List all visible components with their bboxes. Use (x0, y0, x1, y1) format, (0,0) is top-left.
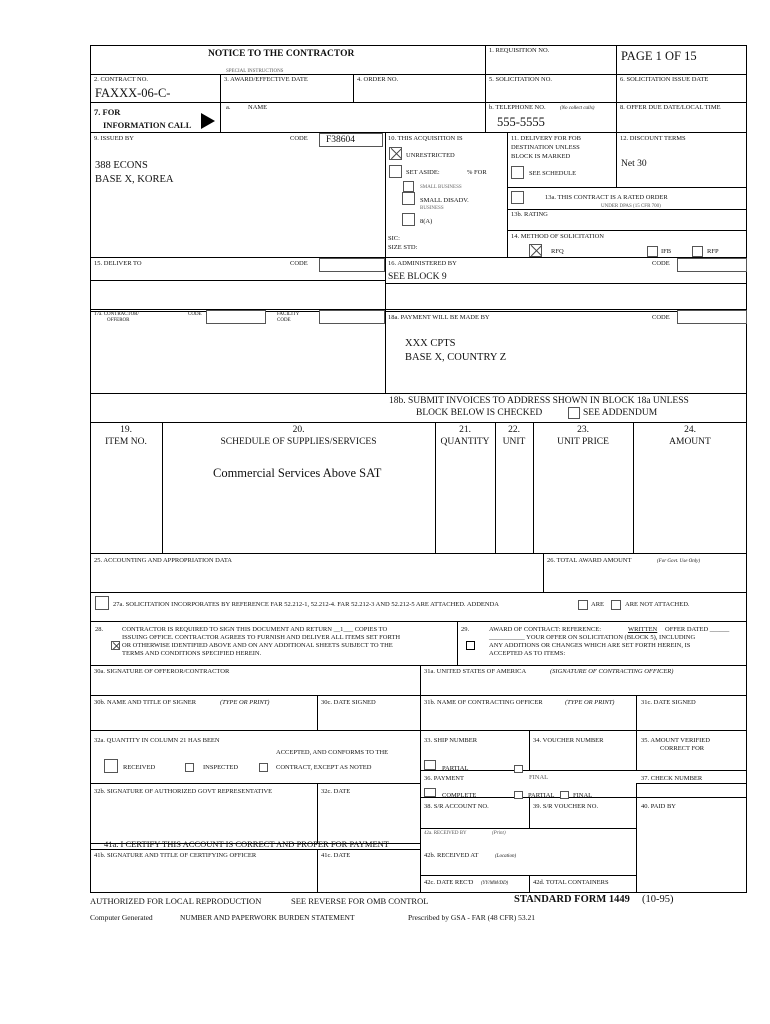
final-ship-checkbox[interactable] (514, 765, 523, 773)
requisition-no-label: 1. REQUISITION NO. (489, 47, 550, 54)
check-number-label: 37. CHECK NUMBER (641, 775, 703, 782)
page-number: PAGE 1 OF 15 (621, 49, 697, 63)
deliver-to-code-label: CODE (290, 260, 308, 267)
block-28-checkbox[interactable] (111, 641, 120, 650)
total-containers-label: 42d. TOTAL CONTAINERS (533, 879, 609, 886)
usa-note: (SIGNATURE OF CONTRACTING OFFICER) (550, 668, 674, 675)
rule (616, 132, 617, 187)
col-22-header: UNIT (502, 437, 526, 447)
name-label: NAME (248, 104, 268, 111)
officer-name-note: (TYPE OR PRINT) (565, 699, 615, 706)
unrestricted-checkbox[interactable] (389, 147, 402, 160)
rule (636, 695, 637, 770)
amount-verified-label: 35. AMOUNT VERIFIED (641, 737, 710, 744)
block-28-line4: TERMS AND CONDITIONS SPECIFIED HEREIN. (122, 650, 262, 657)
offer-due-label: 8. OFFER DUE DATE/LOCAL TIME (620, 104, 721, 111)
col-21-header: QUANTITY (440, 437, 490, 447)
rule (507, 230, 747, 231)
computer-generated: Computer Generated (90, 913, 153, 922)
block-28-number: 28. (95, 626, 104, 633)
discount-terms-label: 12. DISCOUNT TERMS (620, 135, 686, 142)
rule (90, 665, 747, 666)
quantity-accepted-label: 32a. QUANTITY IN COLUMN 21 HAS BEEN (94, 737, 220, 744)
col-24-header: AMOUNT (669, 437, 711, 447)
rfp-label: RFP (707, 248, 719, 255)
col-22-number: 22. (508, 425, 520, 435)
form-name: STANDARD FORM 1449 (514, 894, 630, 905)
sr-voucher-label: 39. S/R VOUCHER NO. (533, 803, 599, 810)
facility-label-2: CODE (277, 318, 291, 323)
rule (90, 783, 420, 784)
rule (90, 257, 747, 258)
rule (507, 209, 747, 210)
rule (90, 553, 747, 554)
size-std-label: SIZE STD: (388, 244, 418, 251)
addenda-are-not-label: ARE NOT ATTACHED. (625, 601, 690, 608)
signer-name-label: 30b. NAME AND TITLE OF SIGNER (94, 699, 197, 706)
see-addendum-checkbox[interactable] (568, 407, 580, 419)
administered-by-code-label: CODE (652, 260, 670, 267)
date-received-note: (YY/MM/DD) (481, 881, 509, 886)
payment-by-label: 18a. PAYMENT WILL BE MADE BY (388, 314, 490, 321)
certifying-officer-label: 41b. SIGNATURE AND TITLE OF CERTIFYING OFFICER (94, 852, 257, 859)
rule (420, 770, 747, 771)
usa-label: 31a. UNITED STATES OF AMERICA (424, 668, 527, 675)
addenda-are-checkbox[interactable] (578, 600, 588, 610)
partial-ship-label: PARTIAL (442, 765, 469, 772)
delivery-fob-line1: 11. DELIVERY FOR FOB (511, 135, 581, 142)
small-disadv-label: SMALL DISADV. (420, 197, 469, 204)
delivery-fob-line3: BLOCK IS MARKED (511, 153, 571, 160)
ifb-checkbox[interactable] (647, 246, 658, 257)
officer-date-label: 31c. DATE SIGNED (641, 699, 696, 706)
correct-for-label: CORRECT FOR (660, 745, 705, 752)
contractor-label-1: 17a. CONTRACTOR/ (94, 312, 139, 317)
received-by-label: 42a. RECEIVED BY (424, 831, 467, 836)
rule (457, 621, 458, 665)
contractor-code-box[interactable] (206, 310, 266, 324)
rule (90, 695, 747, 696)
pct-for-label: % FOR (467, 169, 487, 176)
inspected-label: INSPECTED (203, 764, 239, 771)
see-reverse-omb: SEE REVERSE FOR OMB CONTROL (291, 896, 429, 906)
rule (90, 621, 747, 622)
addenda-27a-checkbox[interactable] (95, 596, 109, 610)
information-call: INFORMATION CALL (103, 120, 192, 130)
rule (485, 45, 486, 102)
payment-by-code-box[interactable] (677, 310, 747, 324)
received-at-label: 42b. RECEIVED AT (424, 852, 479, 859)
col-24-number: 24. (684, 425, 696, 435)
rule (616, 45, 617, 132)
certify-account-text: 41a. I CERTIFY THIS ACCOUNT IS CORRECT AND PROPER FOR PAYMENT (104, 839, 390, 849)
arrow-right-icon (201, 113, 215, 129)
contract-except-checkbox[interactable] (259, 763, 268, 772)
issue-date-label: 6. SOLICITATION ISSUE DATE (620, 76, 709, 83)
rule (529, 875, 530, 893)
signer-date-label: 30c. DATE SIGNED (321, 699, 376, 706)
administered-by-label: 16. ADMINISTERED BY (388, 260, 457, 267)
voucher-number-label: 34. VOUCHER NUMBER (533, 737, 604, 744)
small-business-label: SMALL BUSINESS (420, 185, 462, 190)
addenda-are-label: ARE (591, 601, 604, 608)
business-label: BUSINESS (420, 206, 444, 211)
rule (507, 132, 508, 257)
block-28-line1: CONTRACTOR IS REQUIRED TO SIGN THIS DOCUMENT AND RETURN __1___ COPIES TO (122, 626, 388, 633)
rating-label: 13b. RATING (511, 211, 548, 218)
rule (543, 553, 544, 592)
rated-order-label: 13a. THIS CONTRACT IS A RATED ORDER (545, 194, 668, 201)
rule (420, 875, 636, 876)
issued-by-label: 9. ISSUED BY (94, 135, 134, 142)
offeror-signature-label: 30a. SIGNATURE OF OFFEROR/CONTRACTOR (94, 668, 230, 675)
final-payment-label: FINAL (573, 792, 593, 799)
col-19-number: 19. (120, 425, 132, 435)
see-schedule-checkbox[interactable] (511, 166, 524, 179)
final-ship-label: FINAL (529, 774, 549, 781)
addenda-are-not-checkbox[interactable] (611, 600, 621, 610)
small-disadv-checkbox[interactable] (402, 192, 415, 205)
sic-label: SIC: (388, 235, 400, 242)
administered-by-code-box[interactable] (677, 258, 747, 272)
rule (317, 849, 318, 893)
rule (90, 849, 420, 850)
rule (220, 74, 221, 132)
telephone-label: b. TELEPHONE NO. (489, 104, 546, 111)
small-business-checkbox[interactable] (403, 181, 414, 192)
administered-by-value: SEE BLOCK 9 (388, 272, 447, 282)
sr-account-label: 38. S/R ACCOUNT NO. (424, 803, 489, 810)
col-23-number: 23. (577, 425, 589, 435)
rule (90, 592, 747, 593)
rfq-checkbox[interactable] (529, 244, 542, 257)
eight-a-checkbox[interactable] (402, 213, 415, 226)
rule (317, 695, 318, 730)
name-a: a. (226, 104, 231, 111)
payment-label: 36. PAYMENT (424, 775, 464, 782)
final-payment-checkbox[interactable] (560, 791, 569, 799)
schedule-item-description: Commercial Services Above SAT (213, 466, 382, 480)
rule (420, 828, 636, 829)
special-instructions: SPECIAL INSTRUCTIONS (226, 69, 284, 74)
set-aside-label: SET ASIDE: (406, 169, 440, 176)
col-20-number: 20. (292, 425, 305, 435)
submit-invoices-line1: 18b. SUBMIT INVOICES TO ADDRESS SHOWN IN BLOCK 18a UNLESS (389, 396, 689, 406)
payment-by-line2: BASE X, COUNTRY Z (405, 352, 507, 363)
block-29-line3: ANY ADDITIONS OR CHANGES WHICH ARE SET FORTH HEREIN, IS (489, 642, 691, 649)
payment-by-code-label: CODE (652, 314, 670, 321)
rule (636, 783, 747, 784)
rule (90, 309, 747, 310)
rule (90, 102, 747, 103)
rule (90, 730, 747, 731)
contract-no-label: 2. CONTRACT NO. (94, 76, 149, 83)
rule (385, 283, 747, 284)
rule (90, 422, 747, 423)
block-29-line4: ACCEPTED AS TO ITEMS: (489, 650, 566, 657)
rule (317, 783, 318, 843)
signer-name-note: (TYPE OR PRINT) (220, 699, 270, 706)
method-label: 14. METHOD OF SOLICITATION (511, 233, 605, 240)
block-29-written: WRITTEN (628, 626, 658, 633)
notice-title: NOTICE TO THE CONTRACTOR (208, 49, 355, 59)
issued-by-code-label: CODE (290, 135, 308, 142)
rule (529, 730, 530, 770)
issued-by-line1: 388 ECONS (95, 160, 148, 171)
telephone-note: (No collect calls) (560, 106, 595, 111)
rule (353, 74, 354, 102)
rule (636, 783, 637, 893)
rule (90, 393, 747, 394)
acquisition-label: 10. THIS ACQUISITION IS (388, 135, 463, 142)
rule (507, 187, 747, 188)
solicitation-no-label: 5. SOLICITATION NO. (489, 76, 553, 83)
rule (90, 74, 747, 75)
contract-no: FAXXX-06-C- (95, 86, 171, 100)
block-29-line2: ___________ YOUR OFFER ON SOLICITATION (BLOCK 5), INCLUDING (489, 634, 696, 641)
block-29-checkbox[interactable] (466, 641, 475, 650)
paid-by-label: 40. PAID BY (641, 803, 676, 810)
rule (90, 132, 747, 133)
complete-checkbox[interactable] (424, 788, 436, 797)
block-28-line2: ISSUING OFFICE. CONTRACTOR AGREES TO FURNISH AND DELIVER ALL ITEMS SET FORTH (122, 634, 401, 641)
rule (485, 102, 486, 132)
officer-name-label: 31b. NAME OF CONTRACTING OFFICER (424, 699, 543, 706)
contractor-code-label: CODE (188, 312, 202, 317)
eight-a-label: 8(A) (420, 218, 433, 225)
inspected-checkbox[interactable] (185, 763, 194, 772)
authorized-rep-label: 32b. SIGNATURE OF AUTHORIZED GOVT REPRESENTATIVE (94, 788, 273, 795)
block-29-number: 29. (461, 626, 470, 633)
ship-number-label: 33. SHIP NUMBER (424, 737, 478, 744)
rule (636, 797, 747, 798)
received-by-note: (Print) (492, 831, 506, 836)
rule (529, 797, 530, 828)
solicitation-incorporates-text: 27a. SOLICITATION INCORPORATES BY REFERENCE FAR 52.212-1, 52.212-4. FAR 52.212-3 AND 52.212-5 ARE ATTACHED. ADDENDA (113, 601, 499, 608)
for-label: 7. FOR (94, 107, 121, 117)
telephone-number: 555-5555 (497, 115, 545, 129)
award-date-label: 3. AWARD/EFFECTIVE DATE (224, 76, 308, 83)
date-received-label: 42c. DATE REC'D (424, 879, 474, 886)
delivery-fob-line2: DESTINATION UNLESS (511, 144, 580, 151)
col-19-header: ITEM NO. (105, 437, 147, 447)
rep-date-label: 32c. DATE (321, 788, 351, 795)
authorized-reproduction: AUTHORIZED FOR LOCAL REPRODUCTION (90, 896, 262, 906)
complete-label: COMPLETE (442, 792, 477, 799)
rated-order-checkbox[interactable] (511, 191, 524, 204)
partial-ship-checkbox[interactable] (424, 760, 436, 770)
submit-invoices-line2: BLOCK BELOW IS CHECKED (416, 408, 543, 418)
contract-except-label: CONTRACT, EXCEPT AS NOTED (276, 764, 372, 771)
rfq-label: RFQ (551, 248, 564, 255)
order-no-label: 4. ORDER NO. (357, 76, 399, 83)
partial-payment-label: PARTIAL (528, 792, 555, 799)
form-revision: (10-95) (642, 894, 674, 905)
deliver-to-code-box[interactable] (319, 258, 385, 272)
received-label: RECEIVED (123, 764, 156, 771)
rated-order-dpas: UNDER DPAS (15 CFR 700) (601, 204, 661, 209)
payment-by-line1: XXX CPTS (405, 338, 456, 349)
see-addendum-label: SEE ADDENDUM (583, 408, 658, 418)
received-checkbox[interactable] (104, 759, 118, 773)
rule (420, 665, 421, 893)
issued-by-code: F38604 (326, 135, 356, 145)
paperwork-burden: NUMBER AND PAPERWORK BURDEN STATEMENT (180, 913, 355, 922)
facility-label-1: FACILITY (277, 312, 300, 317)
facility-code-box[interactable] (319, 310, 385, 324)
issued-by-line2: BASE X, KOREA (95, 174, 174, 185)
deliver-to-label: 15. DELIVER TO (94, 260, 142, 267)
col-23-header: UNIT PRICE (557, 437, 609, 447)
total-award-note: (For Govt. Use Only) (657, 559, 701, 564)
certifying-date-label: 41c. DATE (321, 852, 351, 859)
discount-terms-value: Net 30 (621, 159, 647, 169)
prescribed-by: Prescribed by GSA - FAR (48 CFR) 53.21 (408, 913, 535, 922)
block-29-line1a: AWARD OF CONTRACT: REFERENCE: (489, 626, 602, 633)
col-20-header: SCHEDULE OF SUPPLIES/SERVICES (220, 437, 377, 447)
partial-payment-checkbox[interactable] (514, 791, 523, 799)
accepted-conforms: ACCEPTED, AND CONFORMS TO THE (276, 749, 389, 756)
col-21-number: 21. (459, 425, 471, 435)
block-28-line3: OR OTHERWISE IDENTIFIED ABOVE AND ON ANY ADDITIONAL SHEETS SUBJECT TO THE (122, 642, 393, 649)
rule (385, 132, 386, 393)
rule (90, 280, 385, 281)
ifb-label: IFB (661, 248, 672, 255)
unrestricted-label: UNRESTRICTED (406, 152, 455, 159)
contractor-label-2: OFFEROR (107, 318, 130, 323)
received-at-note: (Location) (495, 854, 517, 859)
set-aside-checkbox[interactable] (389, 165, 402, 178)
see-schedule-label: SEE SCHEDULE (529, 170, 577, 177)
rfp-checkbox[interactable] (692, 246, 703, 257)
block-29-line1b: OFFER DATED ______ (665, 626, 730, 633)
accounting-data-label: 25. ACCOUNTING AND APPROPRIATION DATA (94, 557, 232, 564)
total-award-label: 26. TOTAL AWARD AMOUNT (547, 557, 632, 564)
